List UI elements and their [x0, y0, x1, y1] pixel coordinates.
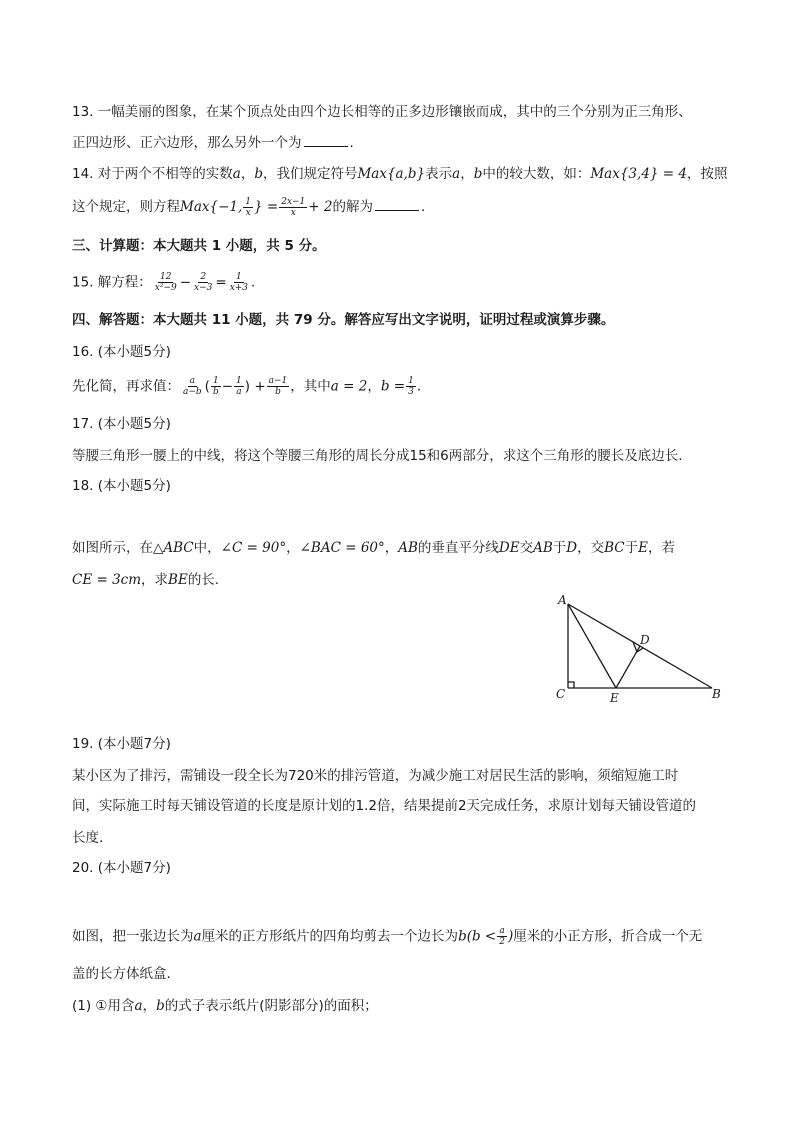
- q20-part1: (1) ①用含a，b的式子表示纸片(阴影部分)的面积；: [72, 998, 378, 1014]
- q19-header: 19. (本小题7分): [72, 736, 171, 752]
- q16-line: 先化简，再求值： $\frac{a}{a-b}$ ( $\frac{1}{b}$ − $\frac{1}{a}$ ) + $\frac{a-1}{b}$ ，其中a = 2，b = $\frac{1}{3}$ .: [72, 376, 422, 397]
- q13-text1: 13. 一幅美丽的图象，在某个顶点处由四个边长相等的正多边形镶嵌而成，其中的三个分别为正三角形、: [72, 104, 692, 120]
- q15-frac-3: $\frac{1}{x+3}$: [229, 272, 249, 293]
- q16-frac-4: $\frac{a-1}{b}$: [268, 376, 288, 397]
- label-e: E: [610, 691, 619, 705]
- q14-frac-2x-1-over-x: $\frac{2x-1}{x}$: [281, 196, 306, 218]
- label-a: A: [558, 593, 567, 607]
- q15-line: 15. 解方程： $\frac{12}{\text{x²−9}}$ − $\frac{2}{x-3}$ = $\frac{1}{x+3}$ .: [72, 272, 256, 293]
- q16-frac-5: $\frac{1}{3}$: [408, 376, 414, 397]
- q14-answer-blank[interactable]: [375, 196, 419, 211]
- q18-header: 18. (本小题5分): [72, 478, 171, 494]
- q13-line2: 正四边形、正六边形，那么另外一个为 .: [72, 132, 354, 153]
- q16-frac-2: $\frac{1}{b}$: [212, 376, 219, 397]
- q20-frac-a-over-2: $\frac{a}{2}$: [499, 926, 505, 947]
- q20-header: 20. (本小题7分): [72, 860, 171, 876]
- right-angle-c: [568, 682, 574, 688]
- q17-text: 等腰三角形一腰上的中线，将这个等腰三角形的周长分成15和6两部分，求这个三角形的腰长及底边长.: [72, 448, 683, 464]
- q18-triangle-figure: [540, 588, 740, 710]
- q14-frac-1-over-x: $\frac{1}{x}$: [245, 196, 252, 218]
- q14-line1: 14. 对于两个不相等的实数a，b，我们规定符号Max{a,b}表示a，b中的较大数，如：Max{3,4} = 4，按照: [72, 166, 728, 182]
- q13-answer-blank[interactable]: [304, 132, 348, 147]
- q13-text2: 正四边形、正六边形，那么另外一个为: [72, 135, 302, 151]
- segment-ae: [568, 604, 616, 688]
- q18-line1: 如图所示，在△ABC中，∠C = 90°，∠BAC = 60°，AB的垂直平分线DE交AB于D，交BC于E，若: [72, 540, 675, 556]
- q19-line1: 某小区为了排污，需铺设一段全长为720米的排污管道，为减少施工对居民生活的影响，须缩短施工时: [72, 768, 679, 784]
- label-d: D: [640, 633, 650, 647]
- label-c: C: [556, 687, 566, 701]
- q20-line1: 如图，把一张边长为a厘米的正方形纸片的四角均剪去一个边长为b(b < $\frac{a}{2}$ )厘米的小正方形，折合成一个无: [72, 926, 703, 947]
- q14-line2: 这个规定，则方程Max{−1, $\frac{1}{x}$ } = $\frac{2x-1}{x}$ + 2的解为 .: [72, 196, 426, 218]
- q18-line2: CE = 3cm，求BE的长.: [72, 572, 220, 588]
- section-4-heading: 四、解答题：本大题共 11 小题，共 79 分。解答应写出文字说明，证明过程或演算步骤。: [72, 312, 615, 328]
- segment-de: [616, 646, 640, 688]
- q15-frac-1: $\frac{12}{\text{x²−9}}$: [154, 272, 177, 293]
- q20-line2: 盖的长方体纸盒.: [72, 966, 171, 982]
- q16-header: 16. (本小题5分): [72, 344, 171, 360]
- label-b: B: [712, 687, 721, 701]
- q15-frac-2: $\frac{2}{x-3}$: [194, 272, 213, 293]
- section-3-heading: 三、计算题：本大题共 1 小题，共 5 分。: [72, 238, 326, 254]
- q16-frac-1: $\frac{a}{a-b}$: [183, 376, 202, 397]
- q19-line2: 间，实际施工时每天铺设管道的长度是原计划的1.2倍，结果提前2天完成任务，求原计划每天铺设管道的: [72, 798, 697, 814]
- q17-header: 17. (本小题5分): [72, 416, 171, 432]
- q16-frac-3: $\frac{1}{a}$: [236, 376, 242, 397]
- q19-line3: 长度.: [72, 830, 104, 846]
- q13-line1: [72, 102, 692, 122]
